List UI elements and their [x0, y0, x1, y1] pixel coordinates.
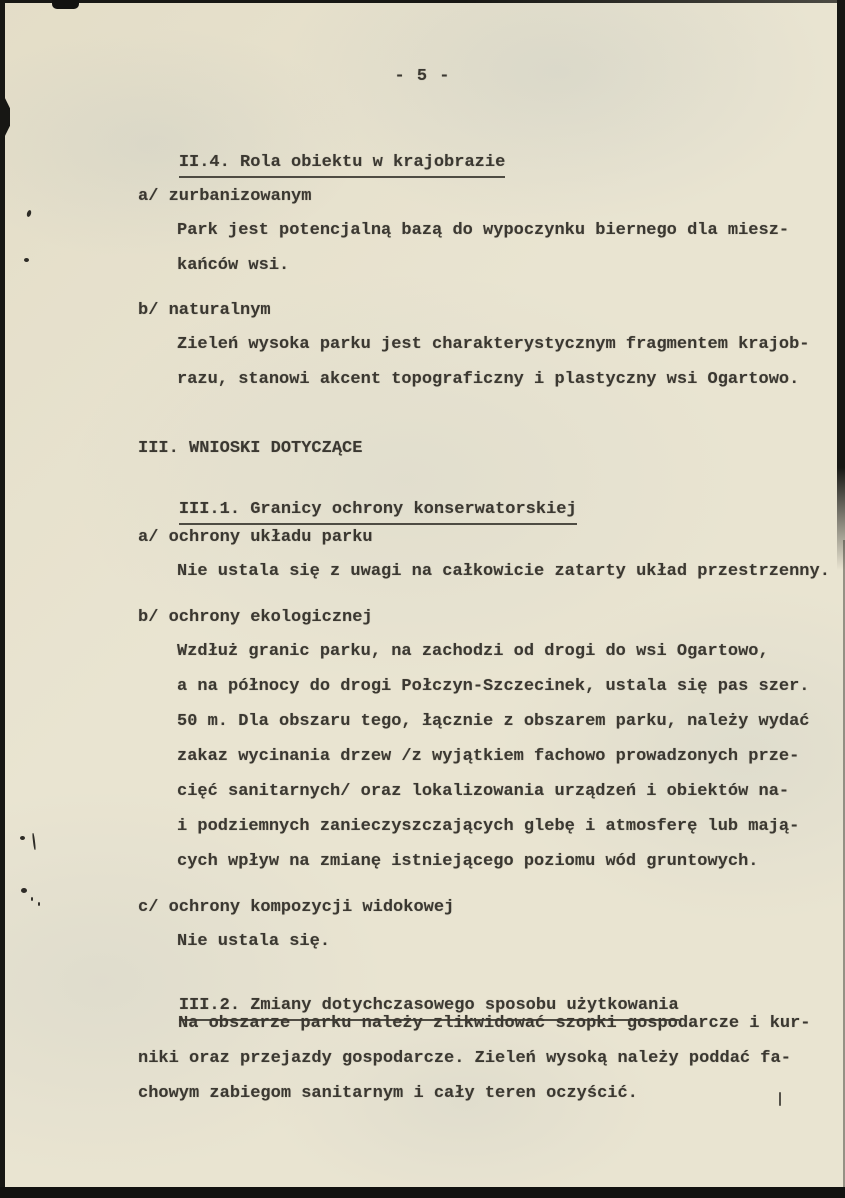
- item-label-ochrony-ekologicznej: b/ ochrony ekologicznej: [138, 608, 373, 627]
- heading-rola-obiektu-text: II.4. Rola obiektu w krajobrazie: [179, 153, 505, 178]
- heading-rola-obiektu: [138, 137, 505, 188]
- ink-speck: [779, 1092, 781, 1106]
- ink-speck: [21, 888, 27, 893]
- ink-speck: [26, 210, 32, 218]
- text-line: Nie ustala się z uwagi na całkowicie zatarty układ przestrzenny.: [177, 562, 830, 581]
- scan-edge-left-wedge: [0, 88, 10, 146]
- item-label-zurbanizowanym: a/ zurbanizowanym: [138, 187, 312, 206]
- text-line: i podziemnych zanieczyszczających glebę i atmosferę lub mają-: [177, 817, 800, 836]
- ink-speck: [38, 902, 40, 906]
- item-label-ochrony-ukladu: a/ ochrony układu parku: [138, 528, 373, 547]
- text-line: cych wpływ na zmianę istniejącego poziomu wód gruntowych.: [177, 852, 759, 871]
- ink-speck: [32, 833, 36, 850]
- scan-edge-left: [0, 0, 5, 1198]
- ink-speck: [24, 258, 29, 262]
- page-number: - 5 -: [394, 67, 451, 86]
- scan-edge-top-blob: [52, 0, 79, 9]
- text-line: niki oraz przejazdy gospodarcze. Zieleń wysoką należy poddać fa-: [138, 1049, 791, 1068]
- scan-edge-right: [837, 0, 845, 570]
- text-line: chowym zabiegom sanitarnym i cały teren oczyścić.: [138, 1084, 638, 1103]
- text-line: Wzdłuż granic parku, na zachodzi od drogi do wsi Ogartowo,: [177, 642, 769, 661]
- text-line: razu, stanowi akcent topograficzny i plastyczny wsi Ogartowo.: [177, 370, 800, 389]
- text-line: zakaz wycinania drzew /z wyjątkiem fachowo prowadzonych prze-: [177, 747, 800, 766]
- item-label-ochrony-kompozycji: c/ ochrony kompozycji widokowej: [138, 898, 455, 917]
- text-line: 50 m. Dla obszaru tego, łącznie z obszarem parku, należy wydać: [177, 712, 810, 731]
- ink-speck: [20, 836, 25, 840]
- scan-edge-bottom: [0, 1187, 845, 1198]
- ink-speck: [31, 897, 33, 901]
- text-line: Zieleń wysoka parku jest charakterystycznym fragmentem krajob-: [177, 335, 810, 354]
- text-line: Na obszarze parku należy zlikwidować szopki gospodarcze i kur-: [178, 1014, 811, 1033]
- heading-granicy-ochrony-text: III.1. Granicy ochrony konserwatorskiej: [179, 500, 577, 525]
- scan-edge-top: [0, 0, 845, 3]
- text-line: Park jest potencjalną bazą do wypoczynku biernego dla miesz-: [177, 221, 790, 240]
- heading-wnioski: III. WNIOSKI DOTYCZĄCE: [138, 439, 363, 458]
- text-line: kańców wsi.: [177, 256, 290, 275]
- item-label-naturalnym: b/ naturalnym: [138, 301, 271, 320]
- heading-zmiany-sposobu-text: III.2. Zmiany dotychczasowego sposobu użytkowania: [179, 996, 679, 1021]
- text-line: cięć sanitarnych/ oraz lokalizowania urządzeń i obiektów na-: [177, 782, 790, 801]
- text-line: a na północy do drogi Połczyn-Szczecinek, ustala się pas szer.: [177, 677, 810, 696]
- text-line: Nie ustala się.: [177, 932, 331, 951]
